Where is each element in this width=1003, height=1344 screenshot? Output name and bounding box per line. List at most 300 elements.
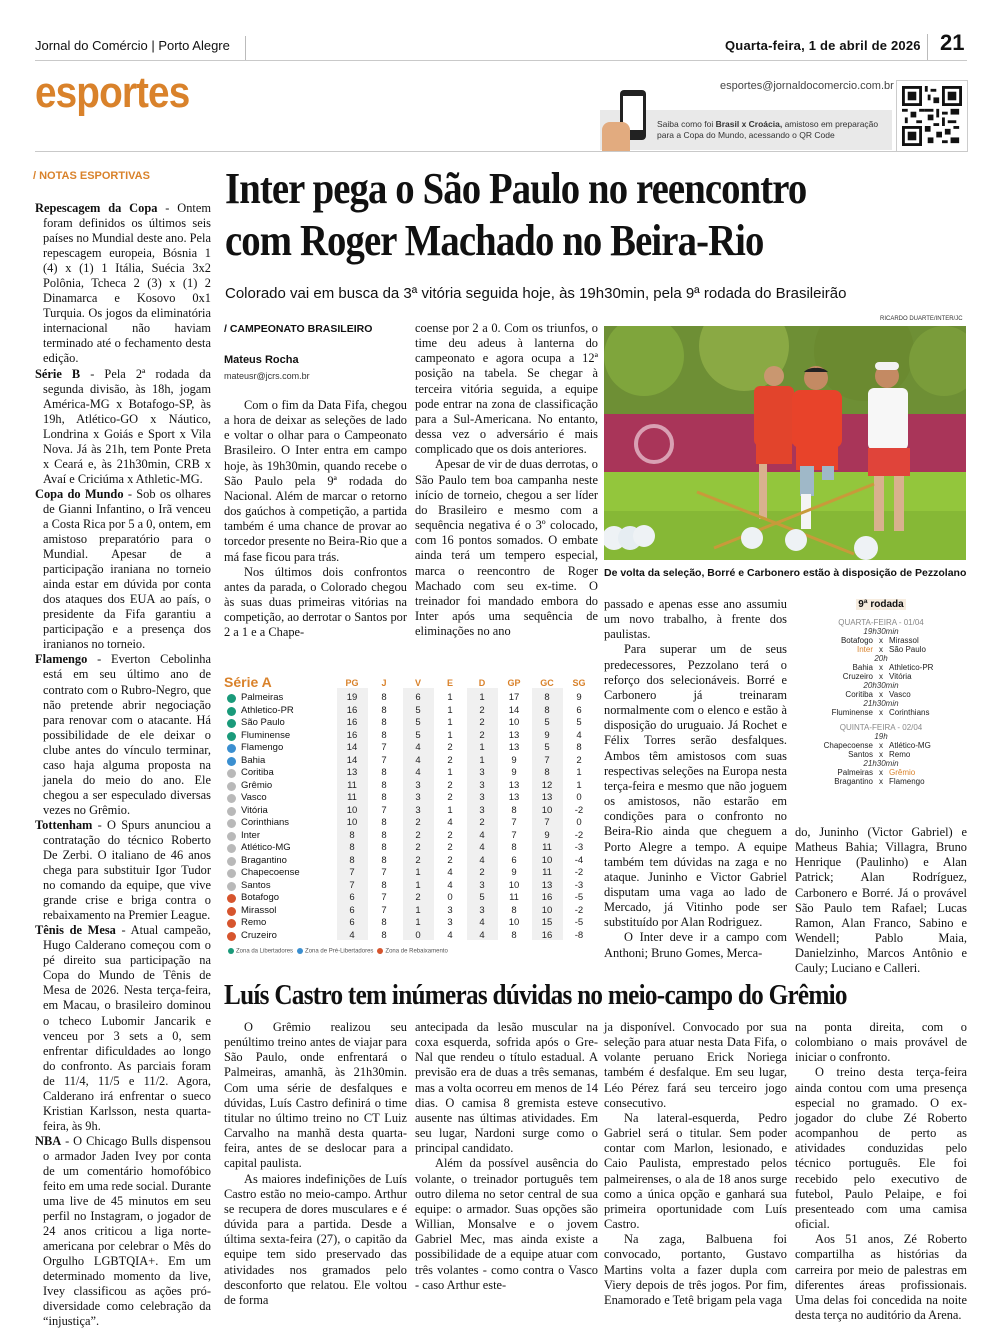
paragraph: O Inter deve ir a campo com Anthoni; Bruno Gomes, Merca- (604, 930, 787, 960)
nota-text: - Sob os olhares de Gianni Infantino, o Irã venceu a Costa Rica por 5 a 0, ontem, em amistoso preparatório para o Mundial. Apesar de a participação iraniana no torneio ainda estar em dúvida por conta dos ataques dos EUA ao país, o presidente da Fifa garantiu a participação e a presença dos iranianos no torneio. (43, 486, 211, 652)
position-badge (227, 894, 236, 903)
masthead: Jornal do Comércio | Porto Alegre (35, 38, 230, 53)
paragraph: Apesar de vir de duas derrotas, o São Paulo tem boa campanha neste início de torneio, chegou a ser líder do Brasileiro e mesmo com a sequência negativa é o 3º colocado, com 16 pontos somados. O embate ainda terá um tempero especial, marca o reencontro de Roger Machado com seu ex-time. O treinador foi mandado embora do Inter após uma sequência de eliminações no ano (415, 457, 598, 639)
stat-pg: 7 (349, 867, 355, 878)
nota-text: - Everton Cebolinha está em seu último ano de contrato com o Rubro-Negro, que não pretende abrir negociação para renovar com o atacante. Há possibilidade de ele deixar o clube antes do vínculo terminar, caso haja alguma proposta na janela do meio do ano. Ele chegou a ser especulado diversas vezes no Grêmio. (43, 652, 211, 817)
team-name: Cruzeiro (241, 929, 277, 941)
stat-gp: 6 (511, 854, 517, 866)
away-team: Corinthians (889, 708, 930, 717)
team-name: Santos (241, 879, 271, 891)
stat-j: 8 (381, 704, 387, 716)
qr-code-icon[interactable] (896, 80, 968, 152)
stat-v: 2 (415, 817, 421, 828)
stat-d: 4 (479, 842, 485, 853)
stat-gc: 16 (541, 929, 553, 941)
team-name: Athletico-PR (241, 704, 294, 716)
stat-e: 1 (447, 717, 453, 728)
fixture-match (795, 777, 967, 786)
team-name: Mirassol (241, 904, 277, 916)
stat-v: 2 (415, 854, 421, 866)
stat-gc: 9 (544, 729, 550, 741)
stat-e: 4 (447, 879, 453, 891)
stat-j: 8 (381, 792, 387, 803)
photo-illustration (604, 326, 966, 560)
stat-j: 8 (381, 767, 387, 778)
promo-text-bold: Brasil x Croácia, (715, 119, 783, 129)
away-team: Remo (889, 750, 911, 759)
fixture-match (795, 768, 967, 777)
table-row (224, 842, 587, 855)
stat-gp: 8 (511, 929, 517, 941)
divider (927, 34, 928, 60)
position-badge (227, 857, 236, 866)
stat-j: 8 (381, 842, 387, 853)
away-team: Vitória (889, 672, 912, 681)
stat-pg: 14 (346, 754, 358, 766)
position-badge (227, 769, 236, 778)
home-team: Botafogo (840, 636, 873, 645)
stat-pg: 19 (346, 692, 358, 703)
stat-e: 2 (447, 779, 453, 791)
round-title: 9ª rodada (858, 599, 904, 610)
paragraph: na ponta direita, com o colombiano o mais provável de iniciar o confronto. (795, 1020, 967, 1065)
stat-d: 2 (479, 717, 485, 728)
fixture-time: 19h30min (863, 627, 899, 636)
stat-gp: 9 (511, 767, 517, 778)
stat-v: 3 (415, 779, 421, 791)
stat-sg: 0 (576, 817, 582, 828)
stat-j: 8 (381, 879, 387, 891)
round-fixtures (795, 594, 967, 786)
legend-dot (228, 948, 234, 954)
fixture-time: 20h (874, 654, 888, 663)
stat-d: 1 (479, 742, 485, 753)
page-number: 21 (940, 30, 965, 55)
stat-j: 8 (381, 717, 387, 728)
away-team: Flamengo (889, 777, 925, 786)
stat-v: 2 (415, 829, 421, 841)
versus-separator: x (879, 663, 883, 672)
stat-gc: 5 (544, 742, 550, 753)
stat-gp: 14 (508, 704, 520, 716)
stat-j: 7 (381, 754, 387, 766)
stat-gp: 8 (511, 804, 517, 816)
section-email-link[interactable]: esportes@jornaldocomercio.com.br (720, 80, 894, 92)
table-row (224, 880, 587, 893)
nota-text: - O Chicago Bulls dispensou o armador Jaden Ivey por conta de um comentário homofóbico feito em uma rede social. Durante uma live de 45 minutos em seu perfil no Instagram, o jogador de 24 anos criticou a liga norte-americana por celebrar o Mês do Orgulho LGBTQIA+. Em um determinado momento da live, Ivey classificou as ações pró-diversidade como celebração da “injustiça”. (43, 1133, 211, 1329)
stat-gc: 15 (541, 917, 553, 928)
stat-gp: 7 (511, 817, 517, 828)
stat-sg: -2 (574, 904, 584, 916)
stat-j: 7 (381, 804, 387, 816)
stat-e: 1 (447, 804, 453, 816)
table-row (224, 767, 587, 780)
stat-gc: 10 (541, 854, 553, 866)
promo-text-pre: Saiba como foi (657, 119, 716, 129)
stat-e: 1 (447, 729, 453, 741)
divider (245, 36, 246, 60)
position-badge (227, 757, 236, 766)
home-team: Inter (856, 645, 873, 654)
stat-v: 4 (415, 767, 421, 778)
stat-gp: 9 (511, 867, 517, 878)
stat-d: 4 (479, 829, 485, 841)
stat-d: 5 (479, 892, 485, 903)
author-name: Mateus Rocha (224, 354, 299, 366)
stat-gp: 13 (508, 729, 520, 741)
home-team: Chapecoense (823, 741, 873, 750)
away-team: São Paulo (889, 645, 926, 654)
stat-pg: 10 (346, 804, 358, 816)
nota-item (35, 652, 211, 818)
nota-title: Flamengo (35, 652, 88, 667)
article-section-label: / CAMPEONATO BRASILEIRO (224, 323, 373, 335)
team-name: Bahia (241, 754, 266, 766)
fixture-match (795, 672, 967, 681)
rule (35, 151, 967, 152)
position-badge (227, 819, 236, 828)
stat-gc: 8 (544, 704, 550, 716)
section-title: esportes (35, 68, 190, 117)
qr-promo-text (657, 119, 887, 141)
team-name: Bragantino (241, 854, 287, 866)
paragraph: O Grêmio realizou seu penúltimo treino antes de viajar para São Paulo, onde enfrentará o Palmeiras, amanhã, às 21h30min. Com uma série de desfalques e dúvidas, Luís Castro definirá o time titular no último treino no CT Luiz Carvalho na manhã desta quarta-feira, antes de se deslocar para a capital paulista. (224, 1020, 407, 1171)
stat-d: 3 (479, 804, 485, 816)
stat-pg: 4 (349, 929, 355, 941)
stat-gp: 10 (508, 917, 520, 928)
stat-gp: 17 (508, 692, 520, 703)
fixture-match (795, 663, 967, 672)
paragraph: passado e apenas esse ano assumiu um novo trabalho, à frente dos paulistas. (604, 597, 787, 642)
stat-pg: 11 (347, 779, 357, 791)
stat-e: 2 (447, 842, 453, 853)
stat-sg: 2 (576, 754, 582, 766)
away-team: Vasco (889, 690, 911, 699)
paragraph: ja disponível. Convocado por sua seleção para atuar nesta Data Fifa, o volante peruano Erick Noriega também é desfalque. Em seu lugar, Léo Pérez fará seu terceiro jogo consecutivo. (604, 1020, 787, 1110)
stat-j: 8 (381, 692, 387, 703)
home-team: Santos (848, 750, 873, 759)
stat-v: 3 (415, 792, 421, 803)
table-row (224, 730, 587, 743)
stat-pg: 8 (349, 829, 355, 841)
stat-pg: 6 (349, 892, 355, 903)
nota-item (35, 818, 211, 923)
stat-e: 3 (447, 904, 453, 916)
position-badge (227, 832, 236, 841)
nota-title: Tênis de Mesa (35, 923, 116, 938)
team-name: Vasco (241, 792, 267, 803)
nota-title: NBA (35, 1133, 62, 1148)
team-name: Flamengo (241, 742, 284, 753)
nota-item (35, 367, 211, 487)
team-name: Botafogo (241, 892, 280, 903)
versus-separator: x (879, 741, 883, 750)
stat-v: 6 (415, 692, 421, 703)
round-body (795, 618, 967, 786)
standings-legend (224, 948, 448, 955)
paragraph: Nos últimos dois confrontos antes da parada, o Colorado chegou às suas duas primeiras vitórias na competição, ao derrotar o Santos por 2 a 1 e a Chape- (224, 564, 407, 640)
standings-table (224, 674, 587, 942)
stat-d: 3 (479, 904, 485, 916)
paragraph: antecipada da lesão muscular na coxa esquerda, sofrida após o Gre-Nal que rendeu o título estadual. A previsão era de duas a três semanas, mas a volta ocorreu em menos de 14 dias. O camisa 8 gremista esteve ausente nas últimas atividades. Em seu lugar, Nardoni surge como o principal candidato. (415, 1020, 598, 1156)
author-email-link[interactable]: mateusr@jcrs.com.br (224, 371, 310, 381)
home-team: Cruzeiro (842, 672, 873, 681)
stat-pg: 16 (346, 729, 358, 741)
team-name: Corinthians (241, 817, 290, 828)
stat-e: 4 (447, 867, 453, 878)
stat-d: 3 (479, 879, 485, 891)
stat-gc: 10 (541, 904, 553, 916)
table-row (224, 817, 587, 830)
table-row (224, 692, 587, 705)
article-column (604, 1020, 787, 1308)
team-name: Atlético-MG (241, 842, 291, 853)
nota-text: - Atual campeão, Hugo Calderano começou com o pé direito sua participação na Copa do Mundo de Tênis de Mesa de 2026. Nesta terça-feira, em Macau, o brasileiro dominou o tcheco Lubomir Jancarik e venceu por 3 sets a 0, sem enfrentar dificuldades ao longo do confronto. As parciais foram de 11/4, 11/5 e 11/2. Agora, Calderano irá enfrentar o sueco Kristian Karlsson, nesta quarta-feira, às 9h. (43, 923, 211, 1133)
stat-e: 3 (447, 917, 453, 928)
table-row (224, 892, 587, 905)
stat-gc: 11 (542, 842, 552, 853)
qr-code-graphic (902, 86, 962, 146)
stat-j: 7 (381, 867, 387, 878)
nota-text: - Pela 2ª rodada da segunda divisão, às 18h, jogam América-MG x Botafogo-SP, às 19h, Atlético-GO x Náutico, Londrina x Goiás e Sport x Vila Nova. Já às 21h, tem Ponte Preta x Ceará e, às 21h30min, CRB x Avaí e Criciúma x Athletic-MG. (43, 366, 211, 486)
fixture-match (795, 645, 967, 654)
stat-v: 1 (415, 879, 421, 891)
team-name: Coritiba (241, 767, 274, 778)
fixture-time: 21h30min (863, 699, 899, 708)
stat-j: 8 (381, 817, 387, 828)
table-row (224, 855, 587, 868)
table-row (224, 917, 587, 930)
stat-e: 0 (447, 892, 453, 903)
table-row (224, 717, 587, 730)
position-badge (227, 844, 236, 853)
stat-sg: 5 (576, 717, 582, 728)
team-name: São Paulo (241, 717, 285, 728)
stat-gc: 7 (544, 817, 550, 828)
column-header: SG (572, 678, 586, 688)
stat-gc: 16 (541, 892, 553, 903)
team-name: Grêmio (241, 779, 273, 791)
stat-sg: -2 (574, 867, 584, 878)
stat-d: 4 (479, 929, 485, 941)
stat-pg: 8 (349, 854, 355, 866)
away-team: Mirassol (889, 636, 919, 645)
stat-pg: 6 (349, 917, 355, 928)
paragraph: coense por 2 a 0. Com os triunfos, o time deu adeus à lanterna do campeonato e agora ocupa a 12ª posição na tabela. Se chegar à terceira vitória seguida, a equipe pode entrar na zona de classificação para a Sul-Americana. No entanto, dessa vez o adversário é mais complicado que os dois anteriores. (415, 321, 598, 457)
stat-e: 2 (447, 854, 453, 866)
position-badge (227, 932, 236, 941)
article-photo[interactable] (604, 326, 966, 560)
article-headline (225, 163, 894, 267)
fixture-match (795, 708, 967, 717)
stat-pg: 16 (346, 704, 358, 716)
legend-label: Zona da Libertadores (236, 948, 294, 955)
stat-v: 5 (415, 704, 421, 716)
headline-line: com Roger Machado no Beira-Rio (225, 216, 764, 265)
article-column (415, 321, 598, 639)
stat-gp: 10 (508, 879, 520, 891)
stat-pg: 10 (346, 817, 358, 828)
article-column (795, 1020, 967, 1323)
standings-title: Série A (224, 674, 272, 690)
stat-gp: 9 (511, 754, 517, 766)
fixture-time: 21h30min (863, 759, 899, 768)
stat-pg: 11 (347, 792, 357, 803)
home-team: Fluminense (831, 708, 873, 717)
position-badge (227, 919, 236, 928)
stat-e: 1 (447, 767, 453, 778)
stat-v: 5 (415, 729, 421, 741)
nota-item (35, 487, 211, 653)
team-name: Inter (241, 829, 261, 841)
stat-gp: 13 (508, 742, 520, 753)
stat-sg: 1 (576, 767, 582, 778)
stat-v: 0 (415, 929, 421, 941)
fixture-match (795, 741, 967, 750)
stat-e: 4 (447, 817, 453, 828)
stat-v: 4 (415, 754, 421, 766)
stat-j: 8 (381, 917, 387, 928)
paragraph: Aos 51 anos, Zé Roberto compartilha as histórias da carreira por meio de palestras em diferentes áreas profissionais. Uma delas foi concedida na noite desta terça no auditório da Arena. (795, 1232, 967, 1322)
stat-gc: 13 (541, 879, 553, 891)
legend-dot (297, 948, 303, 954)
position-badge (227, 882, 236, 891)
stat-e: 2 (447, 742, 453, 753)
paragraph: Na zaga, Balbuena foi convocado, portanto, Gustavo Martins volta a fazer dupla com Viery depois de três jogos. Por fim, Enamorado e Tetê brigam pela vaga (604, 1232, 787, 1307)
article-column (795, 825, 967, 977)
table-row (224, 930, 587, 943)
column-header: PG (345, 678, 359, 688)
fixture-time: 19h (874, 732, 888, 741)
table-row (224, 905, 587, 918)
stat-j: 8 (381, 854, 387, 866)
stat-sg: 9 (576, 692, 582, 703)
stat-sg: -2 (574, 829, 584, 841)
stat-gp: 8 (511, 842, 517, 853)
column-header: GC (540, 678, 554, 688)
stat-sg: 4 (576, 729, 582, 741)
stat-sg: -8 (574, 929, 584, 941)
versus-separator: x (879, 645, 883, 654)
stat-sg: 6 (576, 704, 582, 716)
versus-separator: x (879, 708, 883, 717)
stat-d: 4 (479, 854, 485, 866)
table-row (224, 867, 587, 880)
promo-text-post: amistoso em preparação para a Copa do Mundo, acessando o QR Code (657, 119, 879, 140)
team-name: Chapecoense (241, 867, 300, 878)
photo-caption: De volta da seleção, Borré e Carbonero estão à disposição de Pezzolano (604, 567, 967, 579)
versus-separator: x (879, 636, 883, 645)
table-row (224, 705, 587, 718)
stat-v: 5 (415, 717, 421, 728)
stat-sg: -4 (574, 854, 584, 866)
versus-separator: x (879, 777, 883, 786)
stat-sg: -3 (574, 879, 584, 891)
stat-sg: 8 (576, 742, 582, 753)
table-row (224, 780, 587, 793)
table-row (224, 742, 587, 755)
nota-title: Série B (35, 366, 81, 381)
team-name: Remo (241, 917, 267, 928)
team-name: Fluminense (241, 729, 291, 741)
stat-d: 1 (479, 754, 485, 766)
article-column (224, 398, 407, 641)
legend-dot (377, 948, 383, 954)
stat-j: 8 (381, 729, 387, 741)
position-badge (227, 807, 236, 816)
paragraph: Além da possível ausência do volante, o treinador português tem outro dilema no setor central de sua equipe: o armador. Suas opções são Willian, Monsalve e o jovem Gabriel Mec, mas ainda existe a possibilidade de a equipe atuar com três volantes - como contra o Vasco - caso Arthur este- (415, 1156, 598, 1292)
stat-sg: -2 (574, 804, 584, 816)
stat-gc: 8 (544, 767, 550, 778)
stat-v: 1 (415, 867, 421, 878)
position-badge (227, 707, 236, 716)
nota-title: Copa do Mundo (35, 486, 124, 501)
stat-gc: 11 (542, 867, 552, 878)
stat-d: 3 (479, 779, 485, 791)
fixture-match (795, 690, 967, 699)
versus-separator: x (879, 768, 883, 777)
stat-pg: 8 (349, 842, 355, 853)
paragraph: Para superar um de seus predecessores, Pezzolano terá o reforço dos selecionáveis. Borré e Carbonero já treinaram normalmente com o elenco e estão à disposição do uruguaio. Já Rochet e Félix Torres serão desfalques. Ambos têm amistosos com suas respectivas seleções na Europa nesta terça-feira e mesmo que não joguem os amistosos, não estarão em condições para o confronto no Beira-Rio ainda que cheguem a Porto Alegre a tempo. A equipe também tem dúvidas na zaga e no ataque. Juninho e Victor Gabriel disputam uma vaga ao lado de Mercado, já Vitinho pode ser substituído por Alan Rodriguez. (604, 642, 787, 930)
stat-gc: 8 (544, 692, 550, 703)
stat-v: 3 (415, 804, 421, 816)
stat-d: 2 (479, 817, 485, 828)
stat-gc: 12 (541, 779, 553, 791)
paragraph: do, Juninho (Victor Gabriel) e Matheus Bahia; Villagra, Bruno Henrique (Paulinho) e Alan Patrick; Alan Rodríguez, Carbonero e Borré. Já o provável São Paulo tem Rafael; Lucas Ramon, Alan Franco, Sabino e Wendell; Pablo Maia, Danielzinho, Marcos Antônio e Cauly; Luciano e Calleri. (795, 825, 967, 976)
nota-text: - O Spurs anunciou a contratação do técnico Roberto De Zerbi. O italiano de 46 anos chega para substituir Igor Tudor no comando da equipe, que vive grande crise e briga contra o rebaixamento na Premier League. (43, 817, 211, 923)
stat-j: 7 (381, 904, 387, 916)
paragraph: Na lateral-esquerda, Pedro Gabriel será o titular. Sem poder contar com Marlon, lesionado, e Caio Paulista, emprestado pelos palmeirenses, o ala de 18 anos surge como a única opção e ganhará sua primeira oportunidade com Luís Castro. (604, 1110, 787, 1232)
home-team: Bragantino (834, 777, 873, 786)
nota-title: Repescagem da Copa (35, 201, 158, 215)
stat-e: 1 (447, 692, 453, 703)
stat-v: 4 (415, 742, 421, 753)
stat-sg: 0 (576, 792, 582, 803)
away-team: Grêmio (889, 768, 916, 777)
stat-gp: 13 (508, 792, 520, 803)
stat-gp: 13 (508, 779, 520, 791)
table-row (224, 792, 587, 805)
paragraph: As maiores indefinições de Luís Castro estão no meio-campo. Arthur se recupera de dores musculares e é dúvida para a partida. Desde a última sexta-feira (27), o capitão da equipe tem sido preservado das atividades nos gramados pelo desconforto que relatou. Ele voltou de forma (224, 1171, 407, 1307)
stat-gp: 7 (511, 829, 517, 841)
position-badge (227, 719, 236, 728)
stat-v: 1 (415, 917, 421, 928)
fixture-time: 20h30min (863, 681, 899, 690)
photo-credit: RICARDO DUARTE/INTER/JC (880, 316, 963, 322)
column-header: J (381, 678, 387, 688)
stat-j: 8 (381, 779, 387, 791)
notas-list (35, 201, 211, 1330)
stat-pg: 6 (349, 904, 355, 916)
fixture-day: QUARTA-FEIRA - 01/04 (838, 618, 924, 627)
table-row (224, 755, 587, 768)
position-badge (227, 732, 236, 741)
stat-sg: -3 (574, 842, 584, 853)
stat-d: 1 (479, 692, 485, 703)
stat-d: 2 (479, 704, 485, 716)
stat-j: 7 (381, 742, 387, 753)
away-team: Atlético-MG (889, 741, 931, 750)
stat-sg: 1 (576, 779, 582, 791)
article-headline: Luís Castro tem inúmeras dúvidas no meio-campo do Grêmio (224, 980, 847, 1011)
stat-gc: 9 (544, 829, 550, 841)
article-column (224, 1020, 407, 1308)
edition-date: Quarta-feira, 1 de abril de 2026 (725, 38, 921, 53)
position-badge (227, 744, 236, 753)
stat-gc: 13 (541, 792, 553, 803)
stat-gp: 11 (509, 892, 519, 903)
stat-pg: 13 (346, 767, 358, 778)
